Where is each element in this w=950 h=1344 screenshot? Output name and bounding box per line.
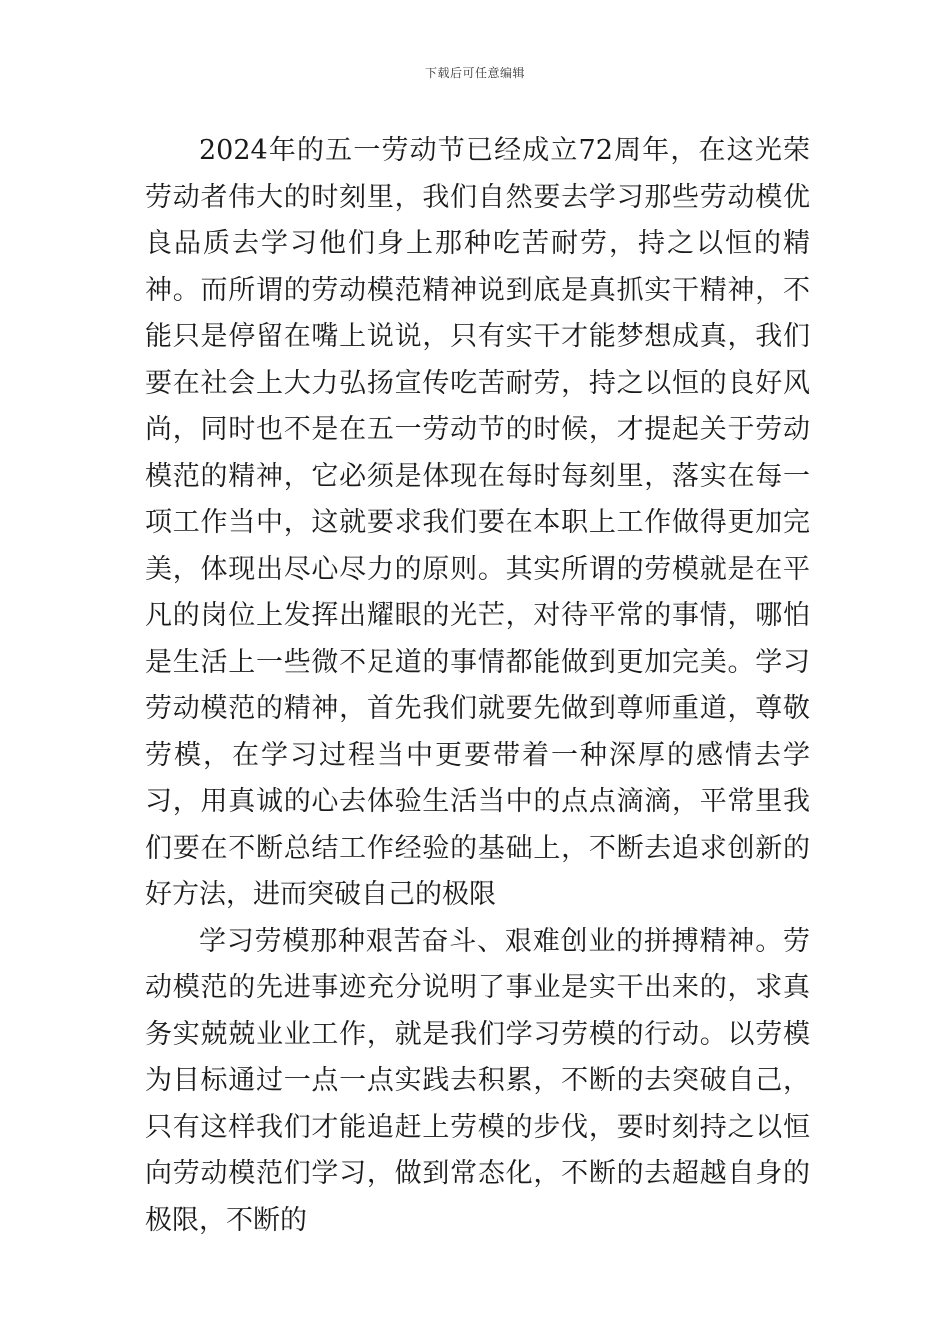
paragraph-2: 学习劳模那种艰苦奋斗、艰难创业的拼搏精神。劳动模范的先进事迹充分说明了事业是实干出来的，求真务实兢兢业业工作，就是我们学习劳模的行动。以劳模为目标通过一点一点实践去积累，不断的去突破自己，只有这样我们才能追赶上劳模的步伐，要时刻持之以恒向劳动模范们学习，做到常态化，不断的去超越自身的极限，不断的 [145, 925, 810, 1236]
paragraph-1: 2024年的五一劳动节已经成立72周年，在这光荣劳动者伟大的时刻里，我们自然要去学习那些劳动模优良品质去学习他们身上那种吃苦耐劳，持之以恒的精神。而所谓的劳动模范精神说到底是真抓实干精神，不能只是停留在嘴上说说，只有实干才能梦想成真，我们要在社会上大力弘扬宣传吃苦耐劳，持之以恒的良好风尚，同时也不是在五一劳动节的时候，才提起关于劳动模范的精神，它必须是体现在每时每刻里，落实在每一项工作当中，这就要求我们要在本职上工作做得更加完美，体现出尽心尽力的原则。其实所谓的劳模就是在平凡的岗位上发挥出耀眼的光芒，对待平常的事情，哪怕是生活上一些微不足道的事情都能做到更加完美。学习劳动模范的精神，首先我们就要先做到尊师重道，尊敬劳模，在学习过程当中更要带着一种深厚的感情去学习，用真诚的心去体验生活当中的点点滴滴，平常里我们要在不断总结工作经验的基础上，不断去追求创新的好方法，进而突破自己的极限 [145, 135, 810, 910]
document-body [145, 128, 810, 1244]
header-note: 下载后可任意编辑 [424, 66, 525, 80]
